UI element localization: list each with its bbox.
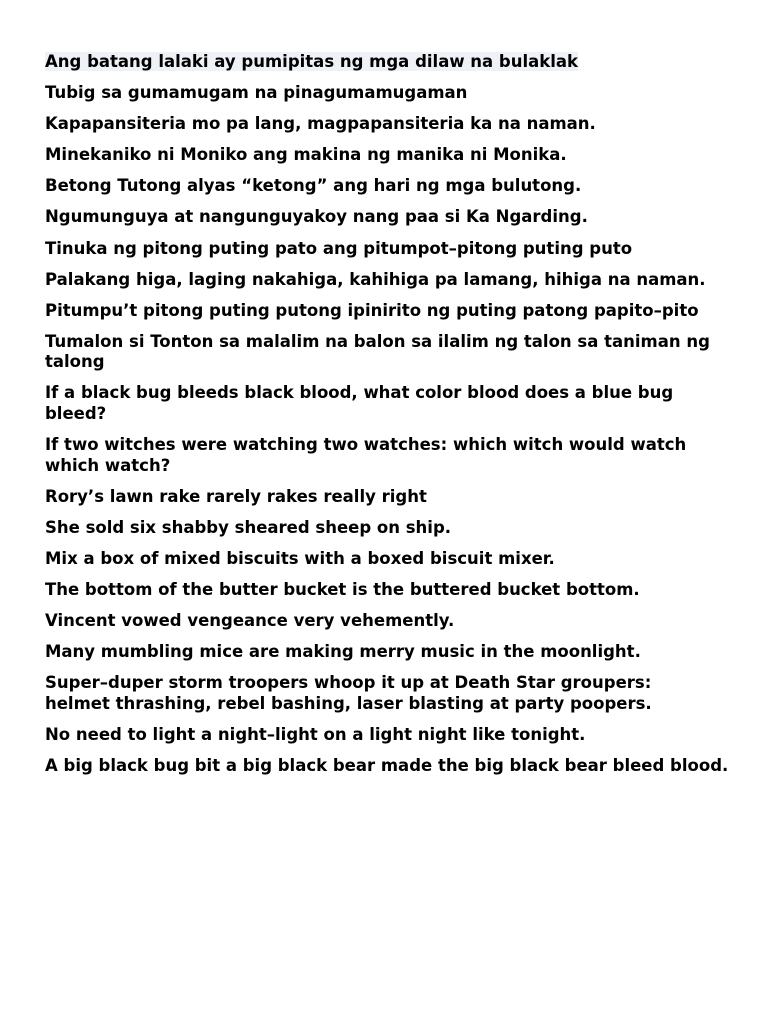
text-line-14: She sold six shabby sheared sheep on ship.: [45, 517, 452, 537]
text-line-6: Ngumunguya at nangunguyakoy nang paa si Ka Ngarding.: [45, 207, 588, 227]
text-line-21: A big black bug bit a big black bear made the big black bear bleed blood.: [45, 755, 729, 775]
text-line-8: Palakang higa, laging nakahiga, kahihiga pa lamang, hihiga na naman.: [45, 269, 706, 289]
text-line-1: [45, 52, 745, 73]
tongue-twister-list: [45, 52, 745, 787]
text-line-20: No need to light a night–light on a light night like tonight.: [45, 724, 586, 744]
text-line-7: Tinuka ng pitong puting pato ang pitumpot–pitong puting puto: [45, 238, 633, 258]
text-line-13: Rory’s lawn rake rarely rakes really right: [45, 486, 427, 506]
text-line-10: Tumalon si Tonton sa malalim na balon sa ilalim ng talon sa taniman ng talong: [45, 331, 710, 372]
text-line-2: Tubig sa gumamugam na pinagumamugaman: [45, 83, 468, 103]
text-line-5: Betong Tutong alyas “ketong” ang hari ng mga bulutong.: [45, 176, 582, 196]
text-line-11: If a black bug bleeds black blood, what color blood does a blue bug bleed?: [45, 383, 674, 423]
text-line-9: Pitumpu’t pitong puting putong ipinirito ng puting patong papito–pito: [45, 300, 699, 320]
text-line-19: Super–duper storm troopers whoop it up at Death Star groupers: helmet thrashing, rebel bashing, laser blasting at party poopers.: [45, 673, 652, 713]
text-line-12: If two witches were watching two watches: which witch would watch which watch?: [45, 435, 687, 475]
text-line-17: Vincent vowed vengeance very vehemently.: [45, 611, 455, 630]
text-line-15: Mix a box of mixed biscuits with a boxed biscuit mixer.: [45, 548, 555, 568]
text-line-18: Many mumbling mice are making merry music in the moonlight.: [45, 642, 641, 662]
text-line-1-content: Ang batang lalaki ay pumipitas ng mga dilaw na bulaklak: [45, 52, 579, 71]
text-line-4: Minekaniko ni Moniko ang makina ng manika ni Monika.: [45, 145, 567, 165]
text-line-3: Kapapansiteria mo pa lang, magpapansiteria ka na naman.: [45, 114, 596, 134]
text-line-16: The bottom of the butter bucket is the buttered bucket bottom.: [45, 579, 640, 599]
